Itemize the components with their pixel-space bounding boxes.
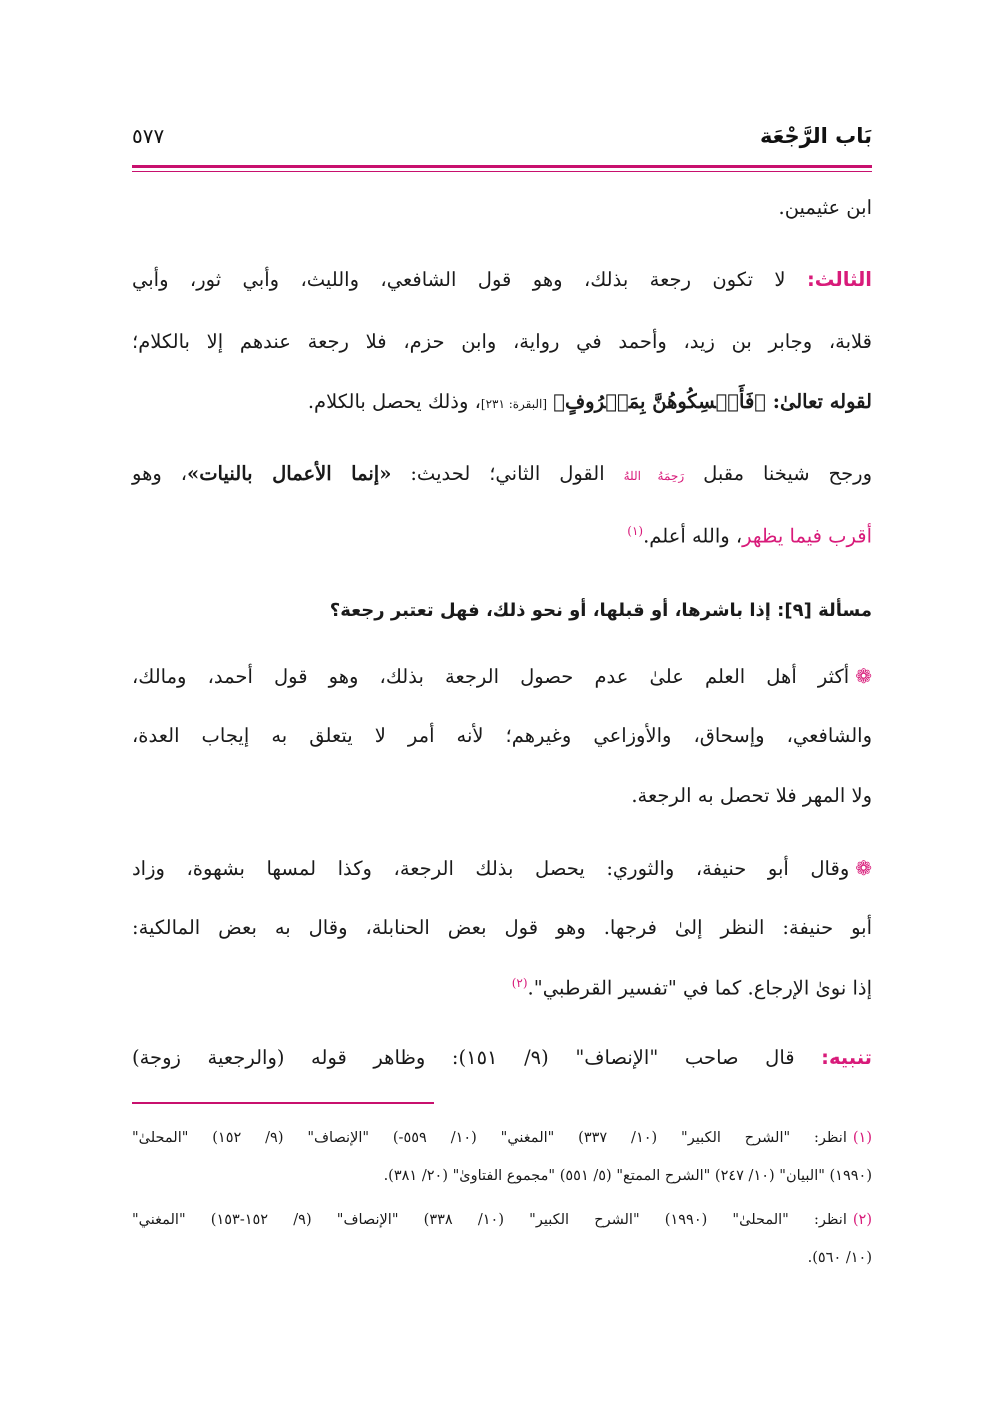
paragraph-line: قلابة، وجابر بن زيد، وأحمد في رواية، وابن حزم، فلا رجعة عندهم إلا بالكلام؛ <box>132 330 872 353</box>
footnote-line: (١٩٩٠) "البيان" (١٠/ ٢٤٧) "الشرح الممتع" (٥/ ٥٥١) "مجموع الفتاوىٰ" (٢٠/ ٣٨١). <box>383 1168 872 1184</box>
footnote-number: (٢) <box>852 1212 873 1228</box>
footnote-line: (١)انظر: "الشرح الكبير" (١٠/ ٣٣٧) "المغني" (١٠/ ٥٥٩-) "الإنصاف" (٩/ ١٥٢) "المحلىٰ" <box>132 1130 872 1146</box>
paragraph-line: إذا نوىٰ الإرجاع. كما في "تفسير القرطبي".$^{(٢)}$ <box>511 976 872 1000</box>
footnote-marker: (١) <box>627 524 644 538</box>
paragraph-line: تنبيه: قال صاحب "الإنصاف" (٩/ ١٥١): وظاهر قوله (والرجعية زوجة) <box>132 1046 872 1069</box>
footnote-rule <box>132 1102 434 1104</box>
section-label: الثالث: <box>806 268 872 291</box>
paragraph-line: والشافعي، وإسحاق، والأوزاعي وغيرهم؛ لأنه أمر لا يتعلق به إيجاب العدة، <box>132 724 872 747</box>
flower-bullet-icon: ❁ <box>855 856 872 880</box>
note-label: تنبيه: <box>821 1046 872 1069</box>
header-rule-thin <box>132 171 872 172</box>
page <box>132 0 872 1418</box>
footnote-line: (٢)انظر: "المحلىٰ" (١٩٩٠) "الشرح الكبير" (١٠/ ٣٣٨) "الإنصاف" (٩/ ١٥٢-١٥٣) "المغني" <box>132 1212 873 1228</box>
header-rule-thick <box>132 165 872 168</box>
hadith-quote: «إنما الأعمال بالنيات» <box>187 462 392 485</box>
footnote-number: (١) <box>852 1130 872 1146</box>
verse-reference: [البقرة: ٢٣١] <box>480 397 548 411</box>
flower-bullet-icon: ❁ <box>855 664 872 688</box>
chapter-title: بَاب الرَّجْعَة <box>759 124 872 148</box>
paragraph-line: أبو حنيفة: النظر إلىٰ فرجها. وهو قول بعض الحنابلة، وقال به بعض المالكية: <box>132 916 872 939</box>
footnote-line: (١٠/ ٥٦٠). <box>807 1250 872 1266</box>
paragraph-line: أقرب فيما يظهر، والله أعلم.$^{(١)}$ <box>627 524 872 548</box>
quran-verse: لقوله تعالىٰ: ﴿فَأَمۡسِكُوهُنَّ بِمَعۡرُوفٍ﴾ <box>553 390 872 413</box>
paragraph-line: ❁أكثر أهل العلم علىٰ عدم حصول الرجعة بذلك، وهو قول أحمد، ومالك، <box>132 664 872 688</box>
honorific: رَحِمَهُ اللهُ <box>623 469 685 483</box>
running-header <box>132 124 872 164</box>
paragraph-line: ابن عثيمين. <box>778 196 872 219</box>
paragraph-line: الثالث: لا تكون رجعة بذلك، وهو قول الشافعي، والليث، وأبي ثور، وأبي <box>132 268 872 291</box>
paragraph-line: ❁وقال أبو حنيفة، والثوري: يحصل بذلك الرجعة، وكذا لمسها بشهوة، وزاد <box>132 856 872 880</box>
footnote-marker: (٢) <box>511 976 528 990</box>
paragraph-line: ولا المهر فلا تحصل به الرجعة. <box>631 784 872 807</box>
paragraph-line: ورجح شيخنا مقبل رَحِمَهُ اللهُ القول الثاني؛ لحديث: «إنما الأعمال بالنيات»، وهو <box>132 462 872 485</box>
question-heading: مسألة [٩]: إذا باشرها، أو قبلها، أو نحو ذلك، فهل تعتبر رجعة؟ <box>329 600 872 621</box>
paragraph-line: لقوله تعالىٰ: ﴿فَأَمۡسِكُوهُنَّ بِمَعۡرُوفٍ﴾ [البقرة: ٢٣١]، وذلك يحصل بالكلام. <box>307 390 872 413</box>
highlight-phrase: أقرب فيما يظهر <box>742 524 872 548</box>
page-number: ٥٧٧ <box>132 124 165 148</box>
